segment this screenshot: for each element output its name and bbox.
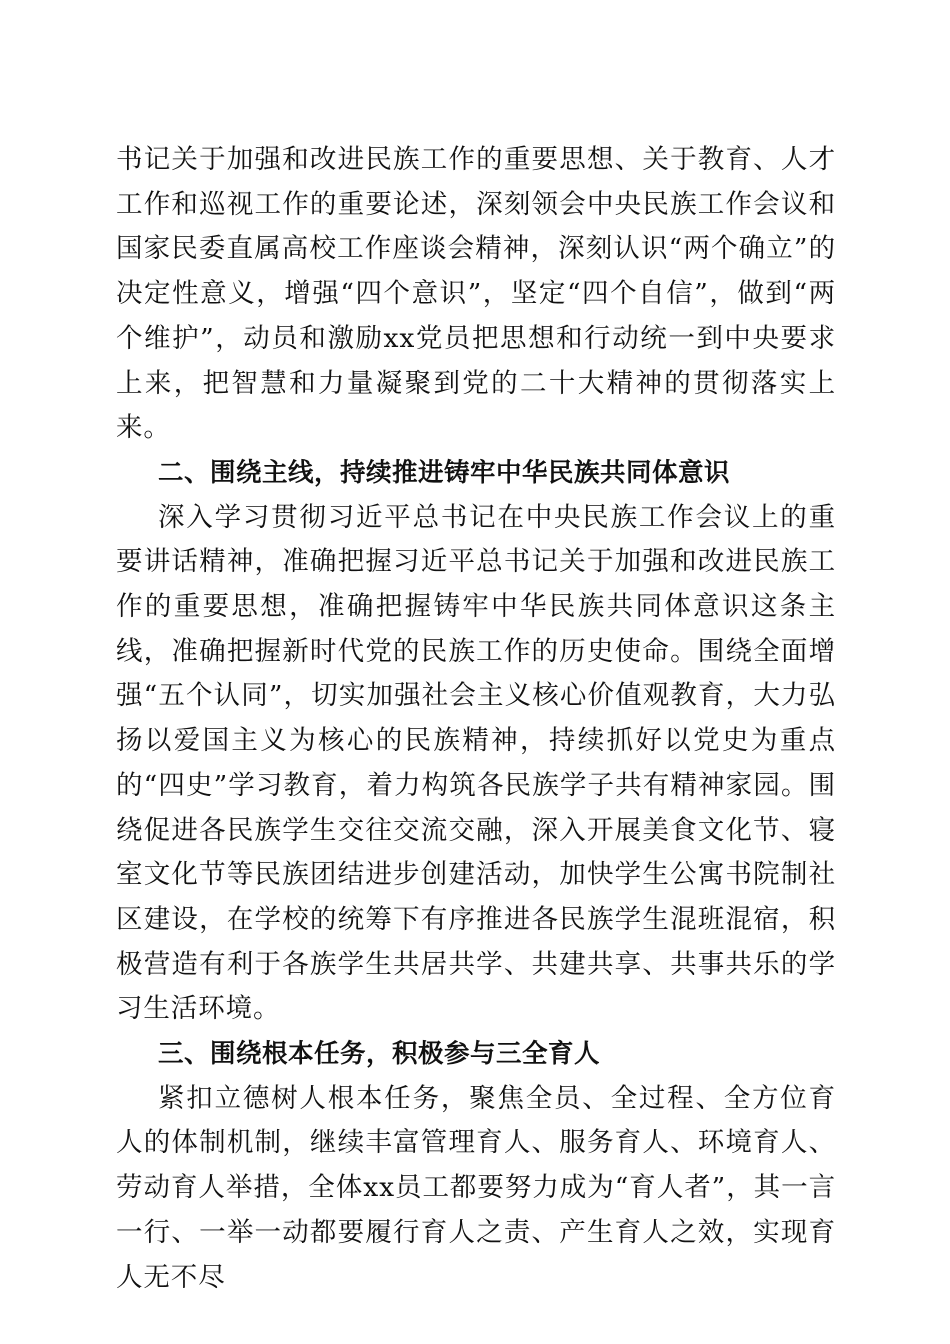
- paragraph-section-2: 深入学习贯彻习近平总书记在中央民族工作会议上的重要讲话精神，准确把握习近平总书记关于加强和改进民族工作的重要思想，准确把握铸牢中华民族共同体意识这条主线，准确把握新时代党的民族工作的历史使命。围绕全面增强“五个认同”，切实加强社会主义核心价值观教育，大力弘扬以爱国主义为核心的民族精神，持续抓好以党史为重点的“四史”学习教育，着力构筑各民族学子共有精神家园。围绕促进各民族学生交往交流交融，深入开展美食文化节、寝室文化节等民族团结进步创建活动，加快学生公寓书院制社区建设，在学校的统筹下有序推进各民族学生混班混宿，积极营造有利于各族学生共居共学、共建共享、共事共乐的学习生活环境。: [116, 501, 836, 1025]
- section-heading-3: 三、围绕根本任务，积极参与三全育人: [158, 1039, 601, 1070]
- paragraph-section-3: 紧扣立德树人根本任务，聚焦全员、全过程、全方位育人的体制机制，继续丰富管理育人、服务育人、环境育人、劳动育人举措，全体xx员工都要努力成为“育人者”，其一言一行、一举一动都要履行育人之责、产生育人之效，实现育人无不尽: [116, 1082, 836, 1293]
- document-page: [116, 138, 836, 1300]
- section-heading-2: 二、围绕主线，持续推进铸牢中华民族共同体意识: [158, 457, 731, 488]
- paragraph-continued: 书记关于加强和改进民族工作的重要思想、关于教育、人才工作和巡视工作的重要论述，深刻领会中央民族工作会议和国家民委直属高校工作座谈会精神，深刻认识“两个确立”的决定性意义，增强“四个意识”，坚定“四个自信”，做到“两个维护”，动员和激励xx党员把思想和行动统一到中央要求上来，把智慧和力量凝聚到党的二十大精神的贯彻落实上来。: [116, 144, 836, 444]
